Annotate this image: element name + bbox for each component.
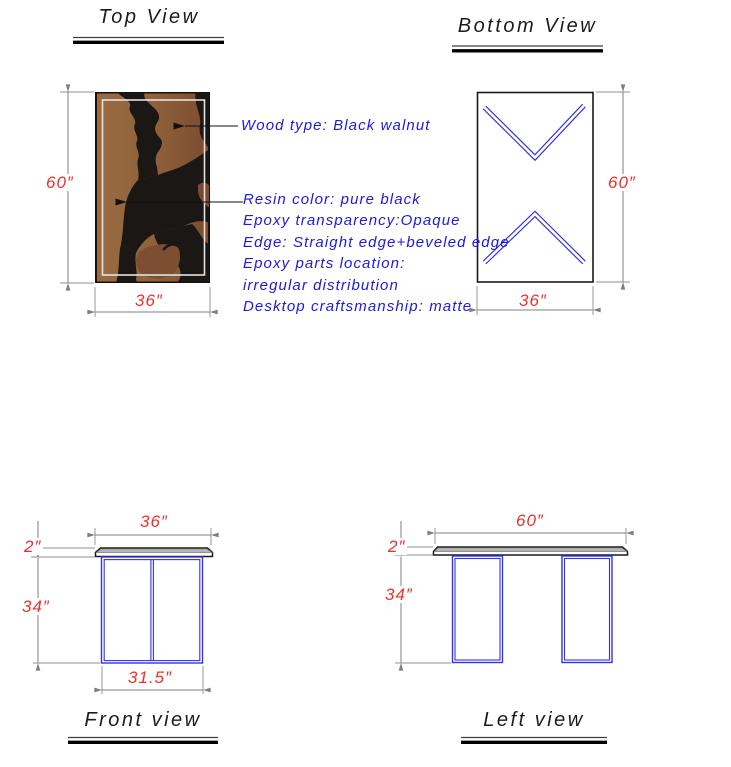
- left-view-title-underline: [461, 738, 607, 743]
- left-view-dimensions: [394, 521, 626, 663]
- front-view-title-underline: [68, 738, 218, 743]
- front-leg-height-dim: 34″: [22, 597, 50, 616]
- left-leg-height-dim: 34″: [385, 585, 413, 604]
- front-tabletop-bevel: [97, 549, 212, 553]
- front-width-dim: 36″: [140, 512, 168, 531]
- top-view-drawing: [60, 38, 243, 318]
- left-width-dim: 60″: [516, 511, 544, 530]
- left-view-title: Left view: [483, 709, 585, 731]
- left-tabletop-bevel: [435, 548, 627, 552]
- wood-resin-texture: [95, 92, 210, 283]
- spec-distribution: irregular distribution: [243, 276, 399, 294]
- bottom-view-width-dim: 36″: [519, 291, 547, 310]
- bottom-view-title: Bottom View: [457, 15, 598, 37]
- bottom-view-title-underline: [452, 46, 603, 51]
- bottom-view-height-dim: 60″: [608, 173, 636, 192]
- wood-type-annotation: Wood type: Black walnut: [241, 117, 431, 134]
- top-view-title: Top View: [98, 6, 200, 28]
- spec-craftsmanship: Desktop craftsmanship: matte: [243, 297, 473, 315]
- top-view-width-dim: 36″: [135, 291, 163, 310]
- left-thickness-dim: 2″: [388, 537, 406, 556]
- front-legs-panel: [102, 557, 203, 663]
- spec-epoxy-location: Epoxy parts location:: [243, 255, 406, 273]
- front-view-dimensions: [31, 521, 211, 694]
- spec-annotations: [243, 192, 510, 320]
- spec-resin-color: Resin color: pure black: [243, 191, 421, 208]
- left-legs: [453, 556, 613, 663]
- top-view-height-dim: 60″: [46, 173, 74, 192]
- front-leg-span-dim: 31.5″: [128, 668, 173, 687]
- spec-transparency: Epoxy transparency:Opaque: [243, 212, 461, 230]
- front-thickness-dim: 2″: [24, 537, 42, 556]
- front-view-title: Front view: [84, 709, 202, 731]
- spec-edge: Edge: Straight edge+beveled edge: [243, 233, 510, 251]
- top-view-title-underline: [73, 38, 224, 43]
